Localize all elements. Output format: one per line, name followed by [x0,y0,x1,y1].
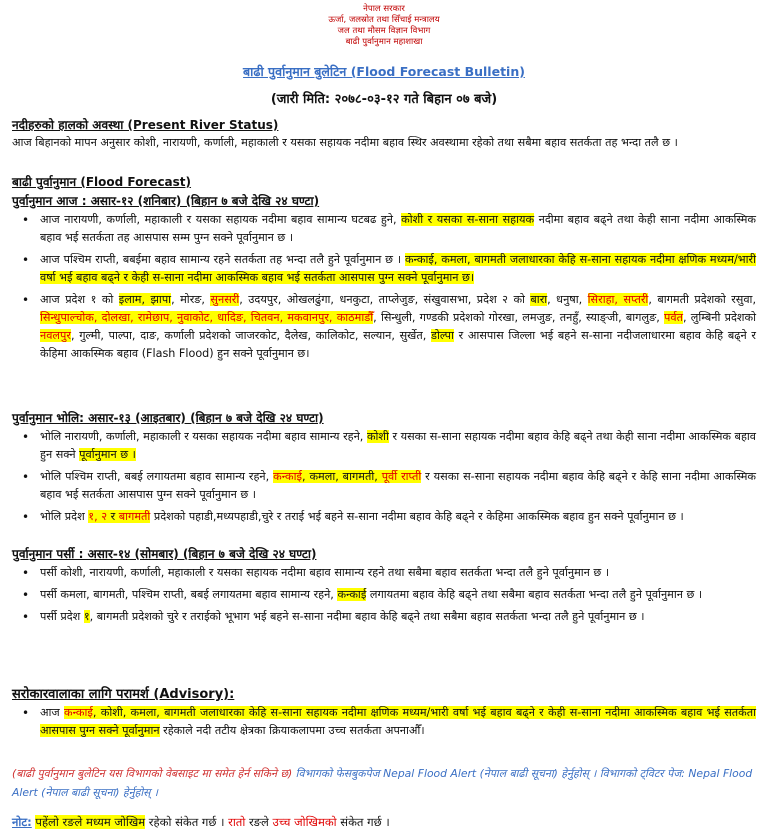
text: आज पश्चिम राप्ती, बबईमा बहाव सामान्य रहने सतर्कता तह भन्दा तलै हुने पूर्वानुमान छ । [40,253,405,266]
highlight-yellow: १ [83,610,90,623]
text: , मोरङ, [171,293,211,306]
present-status-text: आज बिहानको मापन अनुसार कोशी, नारायणी, कर्णाली, महाकाली र यसका सहायक नदीमा बहाव स्थिर अवस्थामा रहेको तथा सबैमा बहाव सतर्कता तह भन्दा तलै छ । [12,136,678,149]
highlight-yellow: कन्काई, कमला, बागमती जलाधारका केहि स-साना सहायक नदीमा क्षणिक मध्यम/भारी वर्षा भई बहाव बढ्ने र केही स-साना नदीमा आकस्मिक बहाव भई सतर्कता आसपास पुग्न सक्ने पूर्वानुमान छ। [40,253,756,284]
dayafter-heading: पुर्वानुमान पर्सी : असार-१४ (सोमबार) (बिहान ७ बजे देखि २४ घण्टा) [12,547,317,561]
list-item [40,468,756,504]
highlight-yellow: कोशी र यसका स-साना सहायक [401,213,535,226]
highlight-red-text: पूर्वी राप्ती [381,470,422,483]
text: प्रदेशको पहाडी,मध्यपहाडी,चुरे र तराई भई बहने स-साना नदीमा बहाव केहि बढ्ने र केहिमा आकस्मिक बहाव हुन सक्ने पूर्वानुमान छ । [150,510,684,523]
bulletin-title-row [0,63,768,80]
issue-date: (जारी मिति: २०७८-०३-१२ गते बिहान ०७ बजे) [270,92,498,107]
highlight-yellow: , कोशी, कमला, बागमती जलाधारका केहि स-साना सहायक नदीमा क्षणिक मध्यम/भारी वर्षा भई बहाव बढ्ने र केही स-साना नदीमा आकस्मिक बहाव भई सतर्कता आसपास पुग्न सक्ने पूर्वानुमान [40,706,757,737]
highlight-yellow: बारा [530,293,548,306]
highlight-red-text: नवलपुर [40,329,71,342]
highlight-yellow: डोल्पा [430,329,454,342]
highlight-red-text: सिराहा, सप्तरी [587,293,649,306]
gov-name: नेपाल सरकार [363,4,405,14]
highlight-red-text: सिन्धुपाल्चोक, दोलखा, रामेछाप, नुवाकोट, धादिङ, चितवन, मकवानपुर, काठमाडौँ [40,311,374,324]
text: र यसका स-साना सहायक नदीमा बहाव केहि बढ्ने तथा केही साना नदीमा आकस्मिक बहाव हुन सक्ने [40,430,757,461]
text: नदीमा बहाव बढ्ने तथा केही साना नदीमा आकस्मिक बहाव भई सतर्कता तह आसपास सम्म पुग्न सक्ने पूर्वानुमान छ । [40,213,756,244]
highlight-yellow: पूर्वानुमान छ । [79,448,136,461]
list-item [40,608,756,626]
today-heading: पुर्वानुमान आज : असार-१२ (शनिबार) (बिहान ७ बजे देखि २४ घण्टा) [12,194,320,208]
highlight-red-text: कन्काई [273,470,302,483]
present-status-heading: नदीहरुको हालको अवस्था (Present River Status) [12,118,279,132]
department-name: जल तथा मौसम विज्ञान विभाग [337,26,431,36]
tomorrow-heading: पुर्वानुमान भोलि: असार-१३ (आइतबार) (बिहान ७ बजे देखि २४ घण्टा) [12,411,324,425]
text: आज [40,706,65,719]
advisory-list [40,704,756,744]
highlight-yellow: , कमला, बागमती, [302,470,382,483]
text: , सिन्धुली, गण्डकी प्रदेशको गोरखा, लमजुङ, तनहुँ, स्याङ्जी, बागलुङ, [373,311,664,324]
text: , बागमती प्रदेशको रसुवा, [648,293,757,306]
text: , लुम्बिनी प्रदेशको [682,311,756,324]
list-item [40,704,756,740]
advisory-heading: सरोकारवालाका लागि परामर्श (Advisory): [12,687,235,702]
bulletin-title: बाढी पुर्वानुमान बुलेटिन (Flood Forecast Bulletin) [243,64,525,79]
dayafter-list [40,564,756,630]
text: , धनुषा, [547,293,588,306]
text: रहेकाले नदी तटीय क्षेत्रका क्रियाकलापमा उच्च सतर्कता अपनाऔँ। [159,724,425,737]
highlight-red-text: कन्काई [64,706,93,719]
division-name: बाढी पुर्वानुमान महाशाखा [345,37,423,47]
text: लगायतमा बहाव केहि बढ्ने तथा सबैमा बहाव सतर्कता भन्दा तलै हुने पूर्वानुमान छ । [366,588,703,601]
list-item [40,251,756,287]
text: , उदयपुर, ओखलढुंगा, धनकुटा, ताप्लेजुङ, संखुवासभा, प्रदेश २ को [239,293,531,306]
highlight-yellow: इलाम, झापा [118,293,172,306]
red-legend-word: रातो [228,815,246,829]
note-blue-text: विभागको फेसबुकपेज Nepal Flood Alert (नेपाल बाढी सूचना) हेर्नुहोस् । विभागको ट्विटर पेज: Nepal Flood Alert (नेपाल बाढी सूचना) हेर्नुहोस् । [12,767,753,799]
list-item [40,211,756,247]
footer-label: नोट: [12,815,32,829]
text: रङले [245,815,273,829]
list-item [40,586,756,604]
today-list [40,211,756,367]
ministry-name: ऊर्जा, जलस्रोत तथा सिँचाई मन्त्रालय [328,15,440,25]
yellow-legend: पहेंलो रङले मध्यम जोखिम [35,815,146,829]
text: भोलि नारायणी, कर्णाली, महाकाली र यसका सहायक नदीमा बहाव सामान्य रहने, [40,430,367,443]
list-item: • पर्सी कोशी, नारायणी, कर्णाली, महाकाली र यसका सहायक नदीमा बहाव सामान्य रहने तथा सबैमा बहाव सतर्कता भन्दा तलै हुने पूर्वानुमान छ । [40,564,756,582]
list-item [40,508,756,526]
text: भोलि प्रदेश [40,510,89,523]
highlight-yellow: कन्काई [337,588,367,601]
note-red-text: (बाढी पुर्वानुमान बुलेटिन यस विभागको वेबसाइट मा समेत हेर्न सकिने छ) [12,767,293,780]
text: र यसका स-साना सहायक नदीमा बहाव केहि बढ्ने र केहि साना नदीमा आकस्मिक बहाव भई सतर्कता आसपास पुग्न सक्ने पूर्वानुमान छ । [40,470,756,501]
highlight-red-text: बागमती [118,510,151,523]
text: र आसपास जिल्ला भई बहने स-साना नदीजलाधारमा बहाव केहि बढ्ने र केहिमा आकस्मिक बहाव (Flash Flood) हुन सक्ने पूर्वानुमान छ। [40,329,756,360]
text: भोलि पश्चिम राप्ती, बबई लगायतमा बहाव सामान्य रहने, [40,470,274,483]
header-block [0,4,768,48]
highlight-red-text: पर्वत [664,311,683,324]
footer-legend [12,815,390,830]
text: , बागमती प्रदेशको चुरे र तराईको भूभाग भई बहने स-साना नदीमा बहाव केहि बढ्ने तथा सबैमा बहाव सतर्कता भन्दा तलै हुने पूर्वानुमान छ । [89,610,645,623]
highlight-red-text: सुनसरी [210,293,240,306]
tomorrow-list [40,428,756,530]
highlight-yellow: कोशी [366,430,389,443]
text: आज नारायणी, कर्णाली, महाकाली र यसका सहायक नदीमा बहाव सामान्य घटबढ हुने, [40,213,402,226]
list-item [40,291,756,363]
flood-forecast-heading: बाढी पुर्वानुमान (Flood Forecast) [12,175,192,189]
highlight-yellow: र [107,510,119,523]
text: , गुल्मी, पाल्पा, दाङ, कर्णाली प्रदेशको जाजरकोट, दैलेख, कालिकोट, सल्यान, सुर्खेत, [70,329,431,342]
text: पर्सी कमला, बागमती, पश्चिम राप्ती, बबई लगायतमा बहाव सामान्य रहने, [40,588,338,601]
text: पर्सी प्रदेश [40,610,84,623]
highlight-red-text: १, २ [88,510,108,523]
red-legend-risk: उच्च जोखिमको [272,815,337,829]
text: संकेत गर्छ । [336,815,390,829]
website-note [12,764,754,802]
text: रहेको संकेत गर्छ । [145,815,229,829]
list-item [40,428,756,464]
text: आज प्रदेश १ को [40,293,119,306]
